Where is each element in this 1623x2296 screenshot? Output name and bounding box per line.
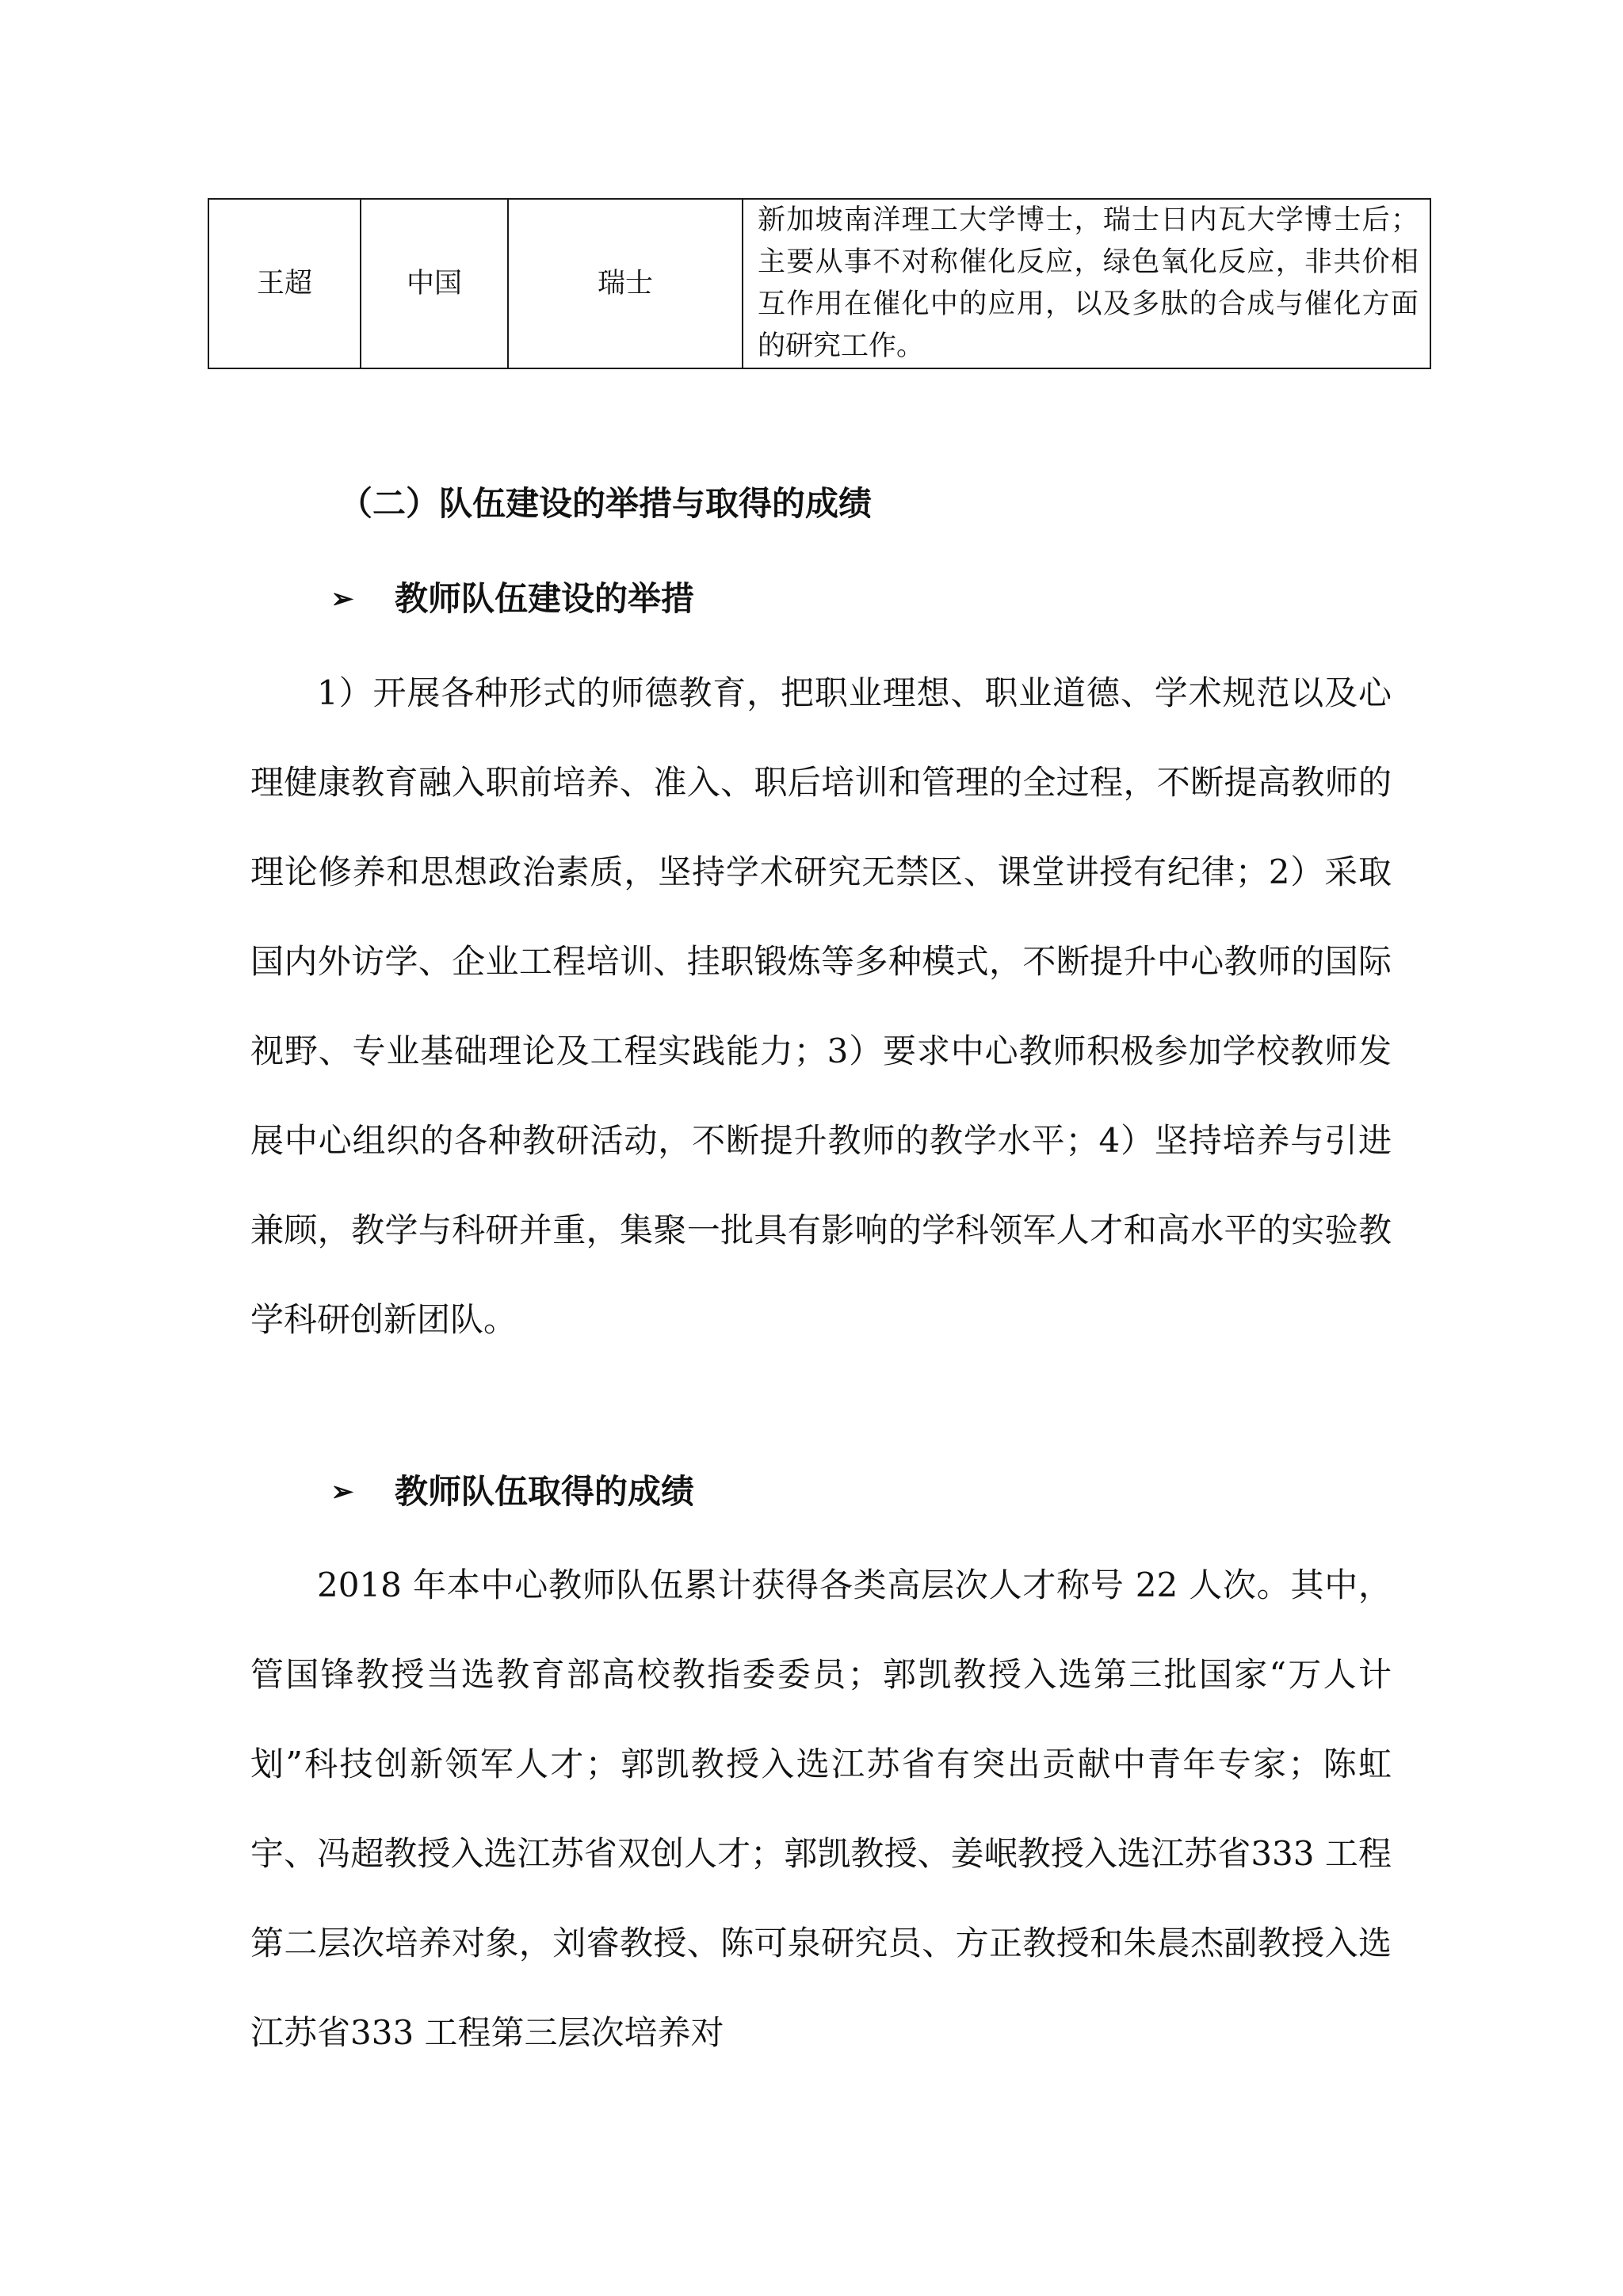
achievements-heading	[327, 1468, 694, 1516]
measures-heading	[327, 575, 694, 623]
achievements-heading-label: 教师队伍取得的成绩	[395, 1472, 695, 1511]
measures-heading-label: 教师队伍建设的举措	[395, 579, 695, 618]
measures-paragraph: 1）开展各种形式的师德教育，把职业理想、职业道德、学术规范以及心理健康教育融入职前培养、准入、职后培训和管理的全过程，不断提高教师的理论修养和思想政治素质，坚持学术研究无禁区、课堂讲授有纪律；2）采取国内外访学、企业工程培训、挂职锻炼等多种模式，不断提升中心教师的国际视野、专业基础理论及工程实践能力；3）要求中心教师积极参加学校教师发展中心组织的各种教研活动，不断提升教师的教学水平；4）坚持培养与引进兼顾，教学与科研并重，集聚一批具有影响的学科领军人才和高水平的实验教学科研创新团队。	[250, 673, 1392, 1339]
nationality-cell: 中国	[361, 199, 508, 368]
location-cell: 瑞士	[508, 199, 743, 368]
section-title: （二）队伍建设的举措与取得的成绩	[339, 484, 873, 523]
name-cell: 王超	[208, 199, 361, 368]
table-row	[208, 199, 1430, 368]
arrowhead-icon: ➢	[330, 583, 354, 615]
description-cell: 新加坡南洋理工大学博士，瑞士日内瓦大学博士后；主要从事不对称催化反应，绿色氧化反应，非共价相互作用在催化中的应用，以及多肽的合成与催化方面的研究工作。	[743, 199, 1430, 368]
achievements-paragraph: 2018 年本中心教师队伍累计获得各类高层次人才称号 22 人次。其中，管国锋教授当选教育部高校教指委委员；郭凯教授入选第三批国家“万人计划”科技创新领军人才；郭凯教授入选江苏省有突出贡献中青年专家；陈虹宇、冯超教授入选江苏省双创人才；郭凯教授、姜岷教授入选江苏省333 工程第二层次培养对象，刘睿教授、陈可泉研究员、方正教授和朱晨杰副教授入选江苏省333 工程第三层次培养对	[250, 1566, 1392, 2052]
arrowhead-icon: ➢	[330, 1476, 354, 1508]
faculty-table	[208, 198, 1431, 369]
